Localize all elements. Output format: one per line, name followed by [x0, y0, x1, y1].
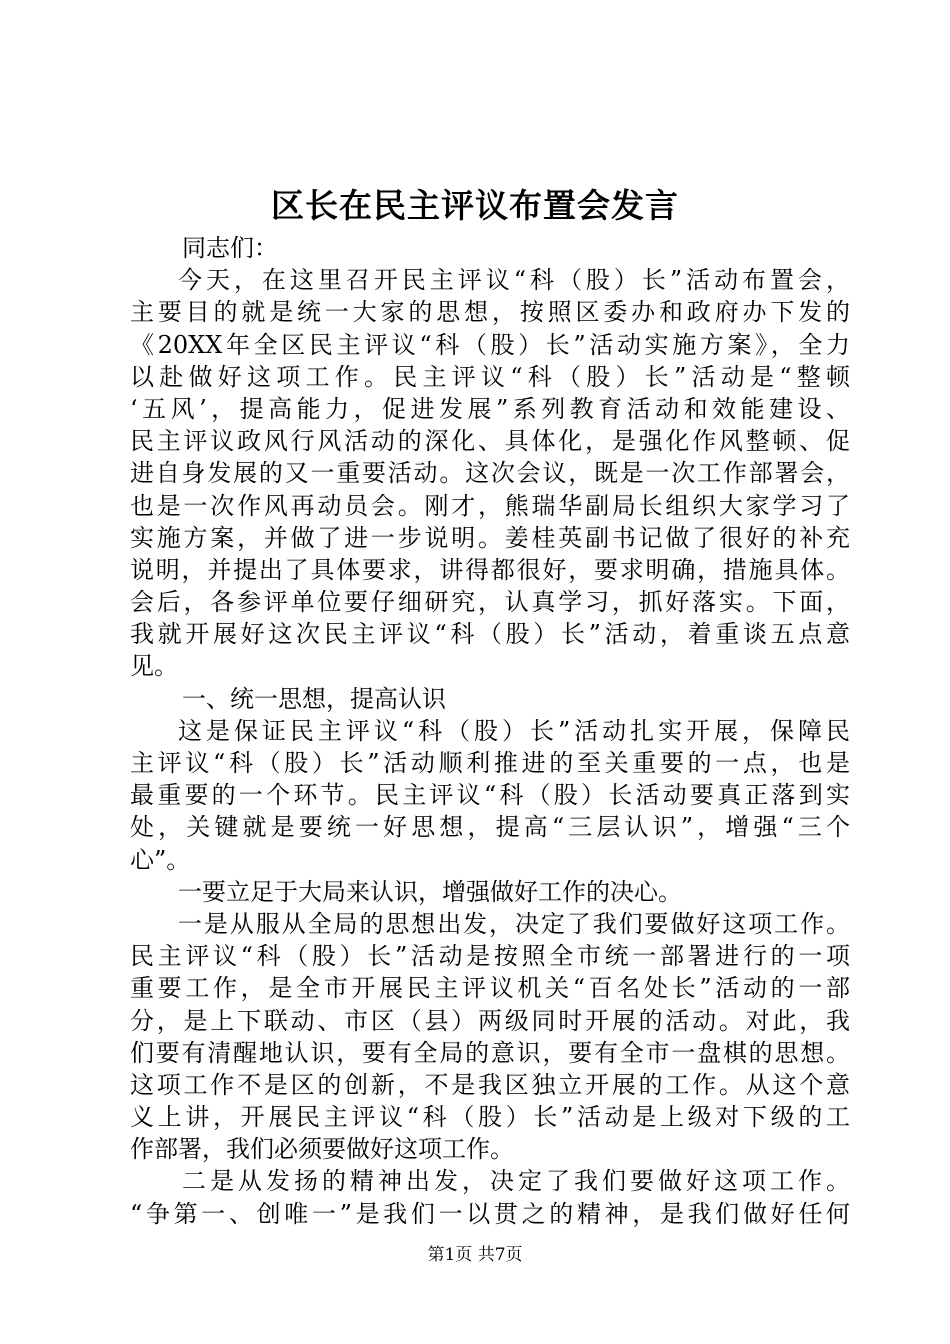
text-line: 我就开展好这次民主评议“科（股）长”活动，着重谈五点意 — [130, 620, 850, 649]
text-line: 民主评议政风行风活动的深化、具体化，是强化作风整顿、促 — [130, 427, 850, 456]
text-line: 最重要的一个环节。民主评议“科（股）长活动要真正落到实 — [130, 781, 850, 810]
text-line: 主评议“科（股）长”活动顺利推进的至关重要的一点，也是 — [130, 749, 850, 777]
text-line: 民主评议“科（股）长”活动是按照全市统一部署进行的一项 — [130, 942, 850, 971]
text-line: 实施方案，并做了进一步说明。姜桂英副书记做了很好的补充 — [130, 523, 850, 552]
text-line: 处，关键就是要统一好思想，提高“三层认识”，增强“三个 — [130, 813, 850, 842]
text-line: 今天，在这里召开民主评议“科（股）长”活动布置会， — [178, 266, 850, 295]
text-line: 说明，并提出了具体要求，讲得都很好，要求明确，措施具体。 — [130, 555, 850, 584]
text-line: 会后，各参评单位要仔细研究，认真学习，抓好落实。下面， — [130, 588, 850, 617]
text-line: 一是从服从全局的思想出发，决定了我们要做好这项工作。 — [178, 909, 850, 938]
text-line: ‘五风’，提高能力，促进发展”系列教育活动和效能建设、 — [130, 394, 850, 423]
text-line: 见。 — [130, 652, 178, 681]
text-line: 这是保证民主评议“科（股）长”活动扎实开展，保障民 — [178, 716, 850, 745]
text-line: 心”。 — [130, 845, 191, 874]
text-line: 也是一次作风再动员会。刚才，熊瑞华副局长组织大家学习了 — [130, 491, 850, 520]
text-line: “争第一、创唯一”是我们一以贯之的精神，是我们做好任何 — [130, 1199, 850, 1228]
document-title: 区长在民主评议布置会发言 — [271, 186, 679, 225]
text-line: 分，是上下联动、市区（县）两级同时开展的活动。对此，我 — [130, 1006, 850, 1035]
document-body — [130, 232, 850, 1230]
salutation-line: 同志们： — [182, 234, 278, 262]
subheading-line: 一要立足于大局来认识，增强做好工作的决心。 — [178, 877, 682, 906]
page-footer: 第1页 共7页 — [427, 1245, 523, 1265]
section-heading: 一、统一思想，提高认识 — [182, 684, 446, 713]
text-line: 二是从发扬的精神出发，决定了我们要做好这项工作。 — [182, 1167, 850, 1196]
text-line: 作部署，我们必须要做好这项工作。 — [130, 1135, 514, 1164]
text-line: 以赴做好这项工作。民主评议“科（股）长”活动是“整顿 — [130, 362, 850, 391]
text-line: 《20XX年全区民主评议“科（股）长”活动实施方案》，全力 — [130, 330, 850, 359]
text-line: 进自身发展的又一重要活动。这次会议，既是一次工作部署会， — [130, 459, 850, 488]
text-line: 们要有清醒地认识，要有全局的意识，要有全市一盘棋的思想。 — [130, 1038, 850, 1067]
text-line: 这项工作不是区的创新，不是我区独立开展的工作。从这个意 — [130, 1070, 850, 1099]
text-line: 义上讲，开展民主评议“科（股）长”活动是上级对下级的工 — [130, 1103, 850, 1132]
text-line: 主要目的就是统一大家的思想，按照区委办和政府办下发的 — [130, 298, 850, 327]
text-line: 重要工作，是全市开展民主评议机关“百名处长”活动的一部 — [130, 974, 850, 1003]
